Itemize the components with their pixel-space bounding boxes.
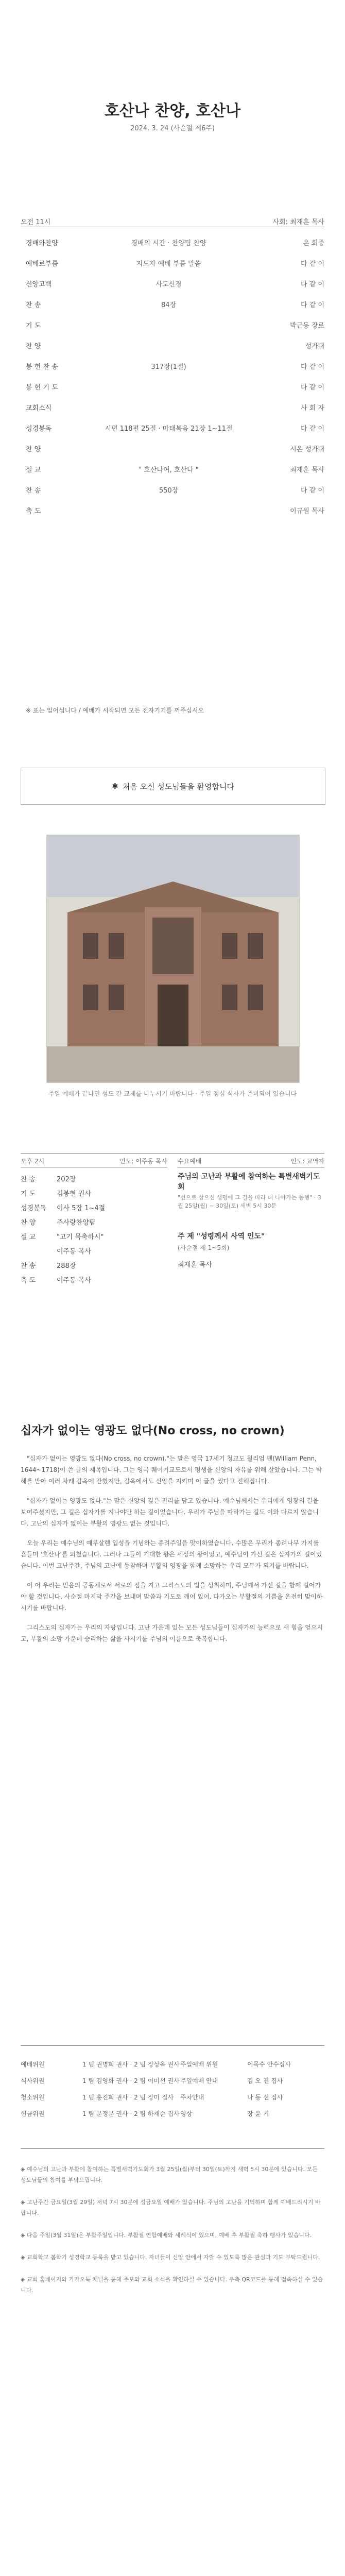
service-roster [21, 2056, 324, 2122]
theme-title: 주 제 "성령께서 사역 인도" [178, 1232, 265, 1241]
afternoon-row [21, 1229, 167, 1243]
afternoon-item-name: 설 교 [21, 1233, 36, 1241]
order-item-person: 최재훈 목사 [290, 466, 324, 474]
afternoon-item-name: 찬 송 [21, 1262, 36, 1270]
order-item-name: 교회소식 [26, 404, 52, 412]
order-item-name: 예배로부름 [26, 260, 58, 268]
order-row [21, 376, 324, 397]
news-item: ◈ 다음 주일(3월 31일)은 부활주일입니다. 부활절 연합예배와 세례식이 있으며, 예배 후 부활절 축하 행사가 있습니다. [21, 2232, 312, 2239]
order-item-content: 지도자 예배 부름 말씀 [136, 260, 201, 268]
roster-role: 청소위원 [21, 2093, 45, 2101]
order-item-name: 찬 송 [26, 486, 41, 495]
news-item: ◈ 교회학교 봄학기 성경학교 등록을 받고 있습니다. 자녀들이 신앙 안에서 자랄 수 있도록 많은 관심과 기도 부탁드립니다. [21, 2254, 320, 2261]
order-item-person: 사 회 자 [301, 404, 324, 412]
order-row [21, 273, 324, 294]
order-item-content: 317장(1절) [151, 363, 186, 371]
order-leader: 사회: 최재훈 목사 [272, 218, 324, 226]
roster-person-2: 김 오 진 집사 [247, 2077, 283, 2084]
church-news [21, 2164, 324, 2307]
photo-caption: 주일 예배가 끝나면 성도 간 교제를 나누시기 바랍니다 · 주일 점심 식사가 준비되어 있습니다 [48, 1090, 297, 1097]
afternoon-row [21, 1200, 167, 1214]
roster-teams: 1 팀 권명희 권사 · 2 팀 장상옥 권사 [82, 2060, 180, 2068]
afternoon-item-value: 이주동 목사 [57, 1247, 91, 1256]
order-item-person: 다 같 이 [301, 260, 324, 268]
roster-person-2: 이목수 안수집사 [247, 2060, 291, 2068]
order-row [21, 252, 324, 273]
sermon-paragraph: "십자가 없이는 영광도 없다(No cross, no crown)."는 말은 영국 17세기 청교도 윌리엄 펜(William Penn, 1644~1718)이 쓴 글의 제목입니다. 그는 영국 퀘이커교도로서 평생을 신앙의 자유를 위해 살았습니다. 그는 박해를 받아 여러 차례 감옥에 갇혔지만, 감옥에서도 신앙을 지키며 이 글을 썼다고 전해집니다. [21, 1455, 322, 1485]
afternoon-item-value: 김봉현 권사 [57, 1190, 91, 1198]
roster-teams: 1 팀 홍진희 권사 · 2 팀 장미 집사 [82, 2093, 174, 2101]
order-time: 오전 11시 [21, 218, 51, 226]
order-item-person: 성가대 [305, 342, 324, 350]
divider [21, 2148, 324, 2149]
afternoon-time: 오후 2시 [21, 1158, 45, 1165]
sermon-paragraph: 오늘 우리는 예수님의 예루살렘 입성을 기념하는 종려주일을 맞이하였습니다. 수많은 무리가 종려나무 가지를 흔들며 '호산나'를 외쳤습니다. 그러나 그들이 기대한 왕은 세상의 왕이었고, 예수님이 가신 길은 십자가의 길이었습니다. 이번 고난주간, 주님의 고난에 동참하며 부활의 영광을 함께 소망하는 우리 모두가 되기를 바랍니다. [21, 1539, 322, 1569]
order-item-person: 시온 성가대 [290, 445, 324, 453]
roster-row [21, 2089, 324, 2105]
worship-order [21, 232, 324, 520]
afternoon-item-name: 찬 송 [21, 1175, 36, 1183]
bulletin-date: 2024. 3. 24 (사순절 제6주) [130, 125, 215, 132]
roster-row [21, 2072, 324, 2089]
sermon-paragraph: "십자가 없이는 영광도 없다."는 말은 신앙의 깊은 진리를 담고 있습니다. 예수님께서는 우리에게 영광의 길을 보여주셨지만, 그 길은 십자가를 지나야만 하는 길이었습니다. 우리가 주님을 따라가는 길도 이와 다르지 않습니다. 고난의 십자가 없이는 부활의 영광도 없는 것입니다. [21, 1497, 319, 1527]
afternoon-row [21, 1272, 167, 1286]
welcome-text: 처음 오신 성도님들을 환영합니다 [122, 782, 234, 791]
news-item: ◈ 교회 홈페이지와 카카오톡 채널을 통해 주보와 교회 소식을 확인하실 수 있습니다. 우측 QR코드를 통해 접속하실 수 있습니다. [21, 2276, 323, 2294]
order-row [21, 459, 324, 479]
order-item-person: 온 회중 [303, 239, 324, 247]
afternoon-row [21, 1243, 167, 1258]
afternoon-item-value: 주사랑찬양팀 [57, 1218, 96, 1227]
order-item-person: 박근동 장로 [290, 321, 324, 330]
afternoon-item-value: 이사 5장 1~4절 [57, 1204, 106, 1212]
order-item-name: 찬 송 [26, 301, 41, 309]
order-row [21, 232, 324, 252]
order-item-name: 성경봉독 [26, 425, 52, 433]
special-prayer-title: 주님의 고난과 부활에 참여하는 특별새벽기도회 [178, 1173, 320, 1191]
order-item-content: 사도신경 [156, 280, 182, 289]
sermon-paragraph: 이 어 우리는 믿음의 공동체로서 서로의 짐을 지고 그리스도의 법을 성취하며, 주님께서 가신 길을 함께 걸어가야 할 것입니다. 사순절 마지막 주간을 보내며 말씀과 기도로 깨어 있어, 다가오는 부활절의 기쁨을 온전히 맞이하시기를 바랍니다. [21, 1582, 323, 1612]
order-item-name: 신앙고백 [26, 280, 52, 289]
order-item-person: 다 같 이 [301, 363, 324, 371]
preacher-name: 최재훈 목사 [178, 1261, 212, 1269]
afternoon-item-name: 기 도 [21, 1190, 36, 1198]
order-footnote: ※ 표는 일어섭니다 / 예배가 시작되면 모든 전자기기를 꺼주십시오 [26, 707, 204, 714]
sermon-title: 십자가 없이는 영광도 없다(No cross, no crown) [21, 1425, 285, 1437]
order-item-content: " 호산나여, 호산나 " [139, 466, 199, 474]
roster-teams: 1 팀 김영화 권사 · 2 팀 이미선 권사 [82, 2077, 180, 2084]
order-row [21, 417, 324, 438]
order-item-name: 찬 양 [26, 445, 41, 453]
sermon-body [21, 1453, 324, 1653]
roster-row [21, 2105, 324, 2122]
afternoon-item-name: 축 도 [21, 1276, 36, 1284]
special-prayer-sub: "선으로 삼으신 생명에 그 길을 따라 더 나아가는 동행" · 3월 25일(월) ~ 30일(토) 새벽 5시 30분 [178, 1194, 321, 1209]
afternoon-item-value: "고기 목축하시" [57, 1233, 104, 1241]
roster-person-2: 나 동 선 집사 [247, 2093, 283, 2101]
divider [21, 2045, 324, 2046]
afternoon-item-value: 이주동 목사 [57, 1276, 91, 1284]
order-item-name: 봉 헌 기 도 [26, 383, 58, 392]
page-title: 호산나 찬양, 호산나 [104, 102, 241, 120]
order-item-name: 기 도 [26, 321, 41, 330]
news-item: ◈ 고난주간 금요일(3월 29일) 저녁 7시 30분에 성금요일 예배가 있습니다. 주님의 고난을 기억하며 함께 예배드리시기 바랍니다. [21, 2199, 321, 2216]
afternoon-service [21, 1157, 167, 1286]
star-icon: ✱ [112, 782, 118, 791]
roster-row [21, 2056, 324, 2072]
order-item-name: 봉 헌 찬 송 [26, 363, 58, 371]
order-item-name: 설 교 [26, 466, 41, 474]
order-item-name: 찬 양 [26, 342, 41, 350]
order-item-person: 다 같 이 [301, 280, 324, 289]
church-photo [46, 835, 300, 1083]
news-item: ◈ 예수님의 고난과 부활에 참여하는 특별새벽기도회가 3월 25일(월)부터 30일(토)까지 새벽 5시 30분에 있습니다. 모든 성도님들의 참여를 부탁드립니다. [21, 2166, 318, 2183]
wednesday-label: 수요예배 [178, 1158, 202, 1165]
wednesday-leader: 인도: 교역자 [290, 1158, 324, 1165]
roster-role-2: 주일예배 위원 [180, 2060, 218, 2068]
order-row [21, 294, 324, 314]
order-item-name: 축 도 [26, 507, 41, 515]
order-item-person: 이규원 목사 [290, 507, 324, 515]
order-row [21, 314, 324, 335]
roster-role-2: 주차안내 [180, 2093, 204, 2101]
roster-role: 예배위원 [21, 2060, 45, 2068]
roster-teams: 1 팀 문정분 권사 · 2 팀 하재순 집사 [82, 2110, 180, 2117]
order-row [21, 355, 324, 376]
welcome-box [21, 768, 325, 805]
order-row [21, 500, 324, 520]
afternoon-row [21, 1185, 167, 1200]
sermon-paragraph: 그리스도의 십자가는 우리의 자랑입니다. 고난 가운데 있는 모든 성도님들이 십자가의 능력으로 새 힘을 얻으시고, 부활의 소망 가운데 승리하는 삶을 사시기를 주님의 이름으로 축복합니다. [21, 1624, 323, 1642]
order-item-person: 다 같 이 [301, 383, 324, 392]
order-item-content: 84장 [161, 301, 177, 309]
order-item-content: 경배의 시간 · 찬양팀 찬양 [131, 239, 206, 247]
roster-role-2: 영상 [180, 2110, 193, 2117]
afternoon-item-value: 202장 [57, 1175, 76, 1183]
afternoon-leader: 인도: 이주동 목사 [119, 1158, 167, 1165]
order-item-name: 경배와찬양 [26, 239, 58, 247]
afternoon-item-value: 288장 [57, 1262, 76, 1270]
order-row [21, 438, 324, 459]
roster-person-2: 장 윤 기 [247, 2110, 269, 2117]
afternoon-item-name: 성경봉독 [21, 1204, 47, 1212]
church-building-illustration [47, 835, 299, 1082]
order-row [21, 479, 324, 500]
order-item-content: 시편 118편 25절 · 마태복음 21장 1~11절 [105, 425, 233, 433]
afternoon-row [21, 1258, 167, 1272]
afternoon-item-name: 찬 양 [21, 1218, 36, 1227]
afternoon-row [21, 1214, 167, 1229]
order-item-person: 다 같 이 [301, 425, 324, 433]
order-row [21, 397, 324, 417]
order-item-person: 다 같 이 [301, 486, 324, 495]
roster-role: 식사위원 [21, 2077, 45, 2084]
wednesday-service [178, 1157, 324, 1269]
divider [21, 1153, 324, 1154]
theme-sub: (사순절 제 1~5회) [178, 1244, 230, 1251]
roster-role: 헌금위원 [21, 2110, 45, 2117]
order-item-content: 550장 [159, 486, 179, 495]
roster-role-2: 주일예배 안내 [180, 2077, 218, 2084]
order-row [21, 335, 324, 355]
afternoon-row [21, 1171, 167, 1185]
order-item-person: 다 같 이 [301, 301, 324, 309]
